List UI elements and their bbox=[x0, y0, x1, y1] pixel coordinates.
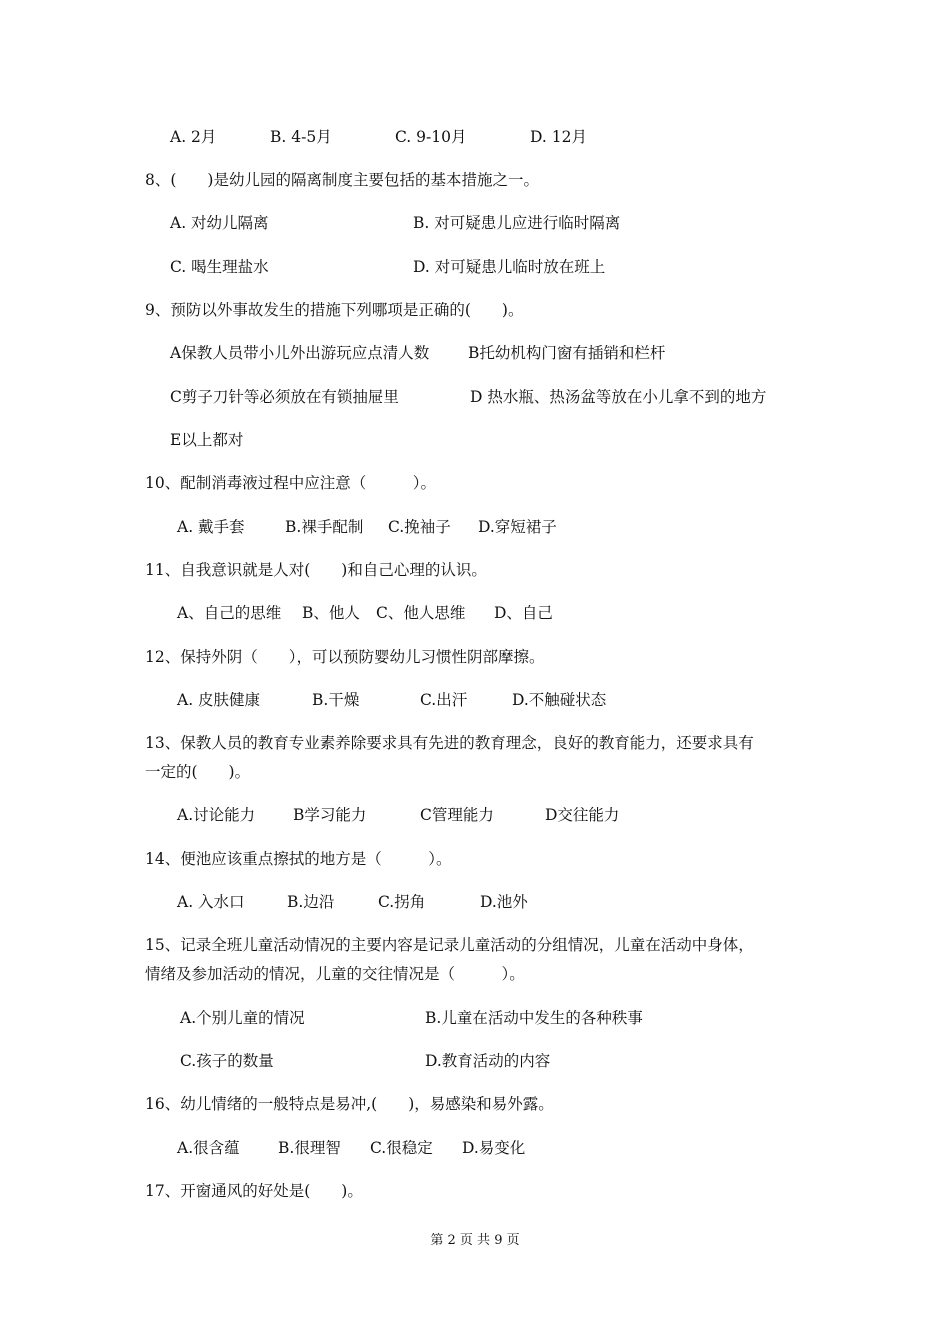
q13-option-b: B学习能力 bbox=[293, 806, 367, 824]
q15-option-d: D.教育活动的内容 bbox=[425, 1052, 551, 1070]
q15-stem-line2: 情绪及参加活动的情况，儿童的交往情况是（ ）。 bbox=[145, 965, 525, 983]
q13-option-a: A.讨论能力 bbox=[177, 806, 256, 824]
q14-option-a: A. 入水口 bbox=[177, 893, 245, 911]
q11-option-d: D、自己 bbox=[494, 604, 553, 622]
q9-option-b: B托幼机构门窗有插销和栏杆 bbox=[468, 344, 666, 362]
q17-stem: 17、开窗通风的好处是( )。 bbox=[145, 1182, 363, 1200]
q15-option-b: B.儿童在活动中发生的各种秩事 bbox=[425, 1009, 643, 1027]
q8-option-c: C. 喝生理盐水 bbox=[170, 258, 269, 276]
q16-option-c: C.很稳定 bbox=[370, 1139, 433, 1157]
q8-option-a: A. 对幼儿隔离 bbox=[170, 214, 269, 232]
q7-option-d: D. 12月 bbox=[530, 128, 587, 146]
q10-option-b: B.裸手配制 bbox=[285, 518, 364, 536]
q12-option-a: A. 皮肤健康 bbox=[177, 691, 261, 709]
q9-stem: 9、预防以外事故发生的措施下列哪项是正确的( )。 bbox=[145, 301, 524, 319]
q11-option-a: A、自己的思维 bbox=[177, 604, 282, 622]
q11-stem: 11、自我意识就是人对( )和自己心理的认识。 bbox=[145, 561, 487, 579]
q15-option-c: C.孩子的数量 bbox=[180, 1052, 274, 1070]
q12-option-b: B.干燥 bbox=[312, 691, 360, 709]
q13-stem-line1: 13、保教人员的教育专业素养除要求具有先进的教育理念，良好的教育能力，还要求具有 bbox=[145, 734, 754, 752]
q9-option-d: D 热水瓶、热汤盆等放在小儿拿不到的地方 bbox=[470, 388, 767, 406]
q12-option-d: D.不触碰状态 bbox=[512, 691, 607, 709]
q10-option-a: A. 戴手套 bbox=[177, 518, 245, 536]
q7-option-c: C. 9-10月 bbox=[395, 128, 467, 146]
q11-option-b: B、他人 bbox=[302, 604, 360, 622]
q12-option-c: C.出汗 bbox=[420, 691, 468, 709]
q9-option-a: A保教人员带小儿外出游玩应点清人数 bbox=[170, 344, 430, 362]
q8-stem: 8、( )是幼儿园的隔离制度主要包括的基本措施之一。 bbox=[145, 171, 539, 189]
q14-option-c: C.拐角 bbox=[378, 893, 426, 911]
q16-option-a: A.很含蕴 bbox=[177, 1139, 240, 1157]
q10-option-c: C.挽袖子 bbox=[388, 518, 451, 536]
page-footer: 第 2 页 共 9 页 bbox=[430, 1233, 520, 1248]
q8-option-b: B. 对可疑患儿应进行临时隔离 bbox=[413, 214, 621, 232]
q7-option-b: B. 4-5月 bbox=[270, 128, 332, 146]
q15-stem-line1: 15、记录全班儿童活动情况的主要内容是记录儿童活动的分组情况，儿童在活动中身体， bbox=[145, 936, 754, 954]
q11-option-c: C、他人思维 bbox=[376, 604, 466, 622]
q14-stem: 14、便池应该重点擦拭的地方是（ ）。 bbox=[145, 850, 452, 868]
q13-option-d: D交往能力 bbox=[545, 806, 620, 824]
q7-option-a: A. 2月 bbox=[170, 128, 217, 146]
q16-option-b: B.很理智 bbox=[278, 1139, 341, 1157]
q9-option-c: C剪子刀针等必须放在有锁抽屉里 bbox=[170, 388, 399, 406]
q12-stem: 12、保持外阴（ ），可以预防婴幼儿习惯性阴部摩擦。 bbox=[145, 648, 545, 666]
q16-stem: 16、幼儿情绪的一般特点是易冲,( )，易感染和易外露。 bbox=[145, 1095, 554, 1113]
q14-option-d: D.池外 bbox=[480, 893, 528, 911]
q13-option-c: C管理能力 bbox=[420, 806, 494, 824]
q14-option-b: B.边沿 bbox=[287, 893, 335, 911]
q8-option-d: D. 对可疑患儿临时放在班上 bbox=[413, 258, 606, 276]
q9-option-e: E以上都对 bbox=[170, 431, 244, 449]
q10-stem: 10、配制消毒液过程中应注意（ ）。 bbox=[145, 474, 436, 492]
q10-option-d: D.穿短裙子 bbox=[478, 518, 557, 536]
q15-option-a: A.个别儿童的情况 bbox=[180, 1009, 305, 1027]
q13-stem-line2: 一定的( )。 bbox=[145, 763, 251, 781]
q16-option-d: D.易变化 bbox=[462, 1139, 526, 1157]
